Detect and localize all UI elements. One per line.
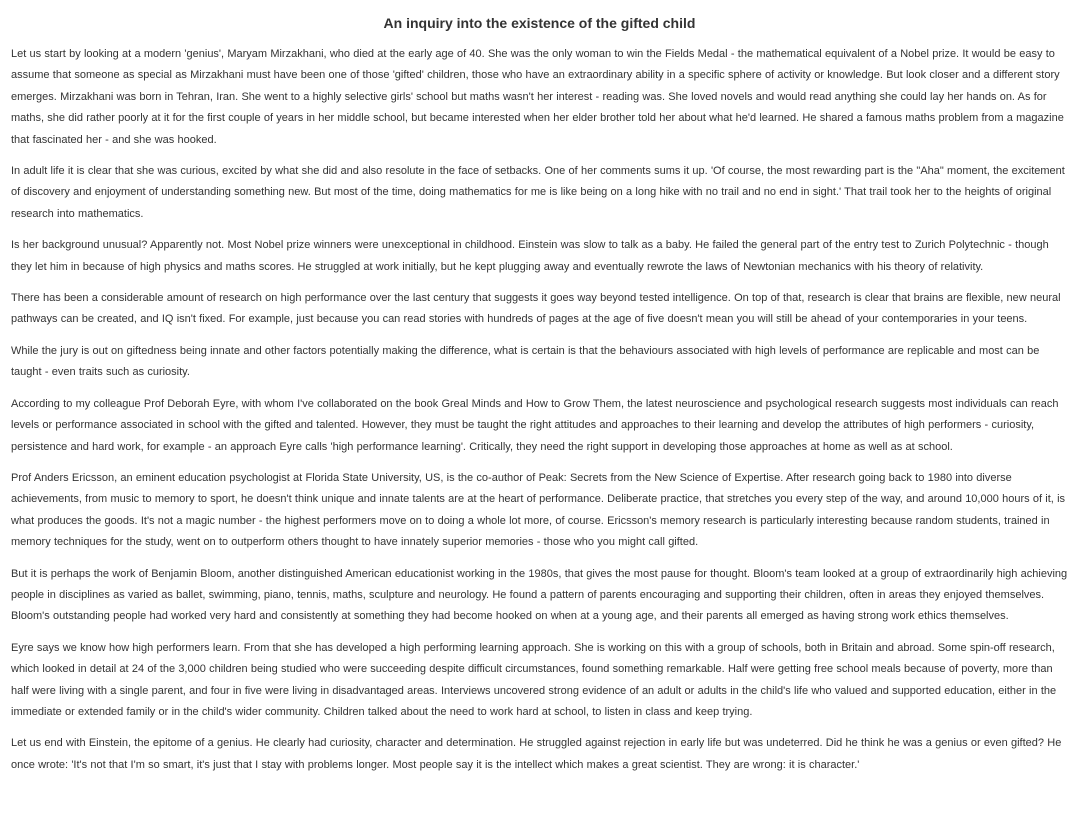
paragraph-10: Let us end with Einstein, the epitome of a genius. He clearly had curiosity, character and determination. He struggled against rejection in early life but was undeterred. Did he think he was a genius or even gifted? He once wrote: 'It's not that I'm so smart, it's just that I stay with problems longer. Most people say it is the intellect which makes a great scientist. They are wrong: it is character.' bbox=[11, 737, 1062, 771]
paragraph-7: Prof Anders Ericsson, an eminent education psychologist at Florida State University, US, is the co-author of Peak: Secrets from the New Science of Expertise. After research going back to 1980 into diverse achievements, from music to memory to sport, he doesn't think unique and innate talents are at the heart of performance. Deliberate practice, that stretches you every step of the way, and around 10,000 hours of it, is what produces the goods. It's not a magic number - the highest performers move on to doing a whole lot more, of course. Ericsson's memory research is particularly interesting because random students, trained in memory techniques for the study, went on to outperform others thought to have innately superior memories - those who you might call gifted. bbox=[11, 471, 1066, 549]
paragraph-1: Let us start by looking at a modern 'genius', Maryam Mirzakhani, who died at the early age of 40. She was the only woman to win the Fields Medal - the mathematical equivalent of a Nobel prize. It would be easy to assume that someone as special as Mirzakhani must have been one of those 'gifted' children, those who have an extraordinary ability in a specific sphere of activity or knowledge. But look closer and a different story emerges. Mirzakhani was born in Tehran, Iran. She went to a highly selective girls' school but maths wasn't her interest - reading was. She loved novels and would read anything she could lay her hands on. As for maths, she did rather poorly at it for the first couple of years in her middle school, but became interested when her elder brother told her about what he'd learned. He shared a famous maths problem from a magazine that fascinated her - and she was hooked. bbox=[11, 48, 1064, 146]
paragraph-8: But it is perhaps the work of Benjamin Bloom, another distinguished American educationist working in the 1980s, that gives the most pause for thought. Bloom's team looked at a group of extraordinarily high achieving people in disciplines as varied as ballet, swimming, piano, tennis, maths, sculpture and neurology. He found a pattern of parents encouraging and supporting their children, often in areas they enjoyed themselves. Bloom's outstanding people had worked very hard and consistently at something they had become hooked on when at a young age, and their parents all emerged as having strong work ethics themselves. bbox=[11, 567, 1068, 623]
paragraph-4: There has been a considerable amount of research on high performance over the last century that suggests it goes way beyond tested intelligence. On top of that, research is clear that brains are flexible, new neural pathways can be created, and IQ isn't fixed. For example, just because you can read stories with hundreds of pages at the age of five doesn't mean you will still be ahead of your contemporaries in your teens. bbox=[11, 292, 1061, 326]
paragraph-3: Is her background unusual? Apparently not. Most Nobel prize winners were unexceptional in childhood. Einstein was slow to talk as a baby. He failed the general part of the entry test to Zurich Polytechnic - though they let him in because of high physics and maths scores. He struggled at work initially, but he kept plugging away and eventually rewrote the laws of Newtonian mechanics with his theory of relativity. bbox=[11, 239, 1049, 273]
paragraph-2: In adult life it is clear that she was curious, excited by what she did and also resolute in the face of setbacks. One of her comments sums it up. 'Of course, the most rewarding part is the "Aha" moment, the excitement of discovery and enjoyment of understanding something new. But most of the time, doing mathematics for me is like being on a long hike with no trail and no end in sight.' That trail took her to the heights of original research into mathematics. bbox=[11, 165, 1065, 220]
paragraph-6: According to my colleague Prof Deborah Eyre, with whom I've collaborated on the book Greal Minds and How to Grow Them, the latest neuroscience and psychological research suggests most individuals can reach levels or performance associated in school with the gifted and talented. However, they must be taught the right attitudes and approaches to their learning and develop the attributes of high performers - curiosity, persistence and hard work, for example - an approach Eyre calls 'high performance learning'. Critically, they need the right support in developing those approaches at home as well as at school. bbox=[11, 397, 1059, 453]
paragraph-5: While the jury is out on giftedness being innate and other factors potentially making the difference, what is certain is that the behaviours associated with high levels of performance are replicable and most can be taught - even traits such as curiosity. bbox=[11, 344, 1040, 379]
paragraph-9: Eyre says we know how high performers learn. From that she has developed a high performing learning approach. She is working on this with a group of schools, both in Britain and abroad. Some spin-off research, which looked in detail at 24 of the 3,000 children being studied who were succeeding despite difficult circumstances, found something remarkable. Half were getting free school meals because of poverty, more than half were living with a single parent, and four in five were living in disadvantaged areas. Interviews uncovered strong evidence of an adult or adults in the child's life who valued and supported education, either in the immediate or extended family or in the child's wider community. Children talked about the need to work hard at school, to listen in class and keep trying. bbox=[11, 641, 1057, 718]
article-title: An inquiry into the existence of the gifted child bbox=[383, 15, 696, 31]
